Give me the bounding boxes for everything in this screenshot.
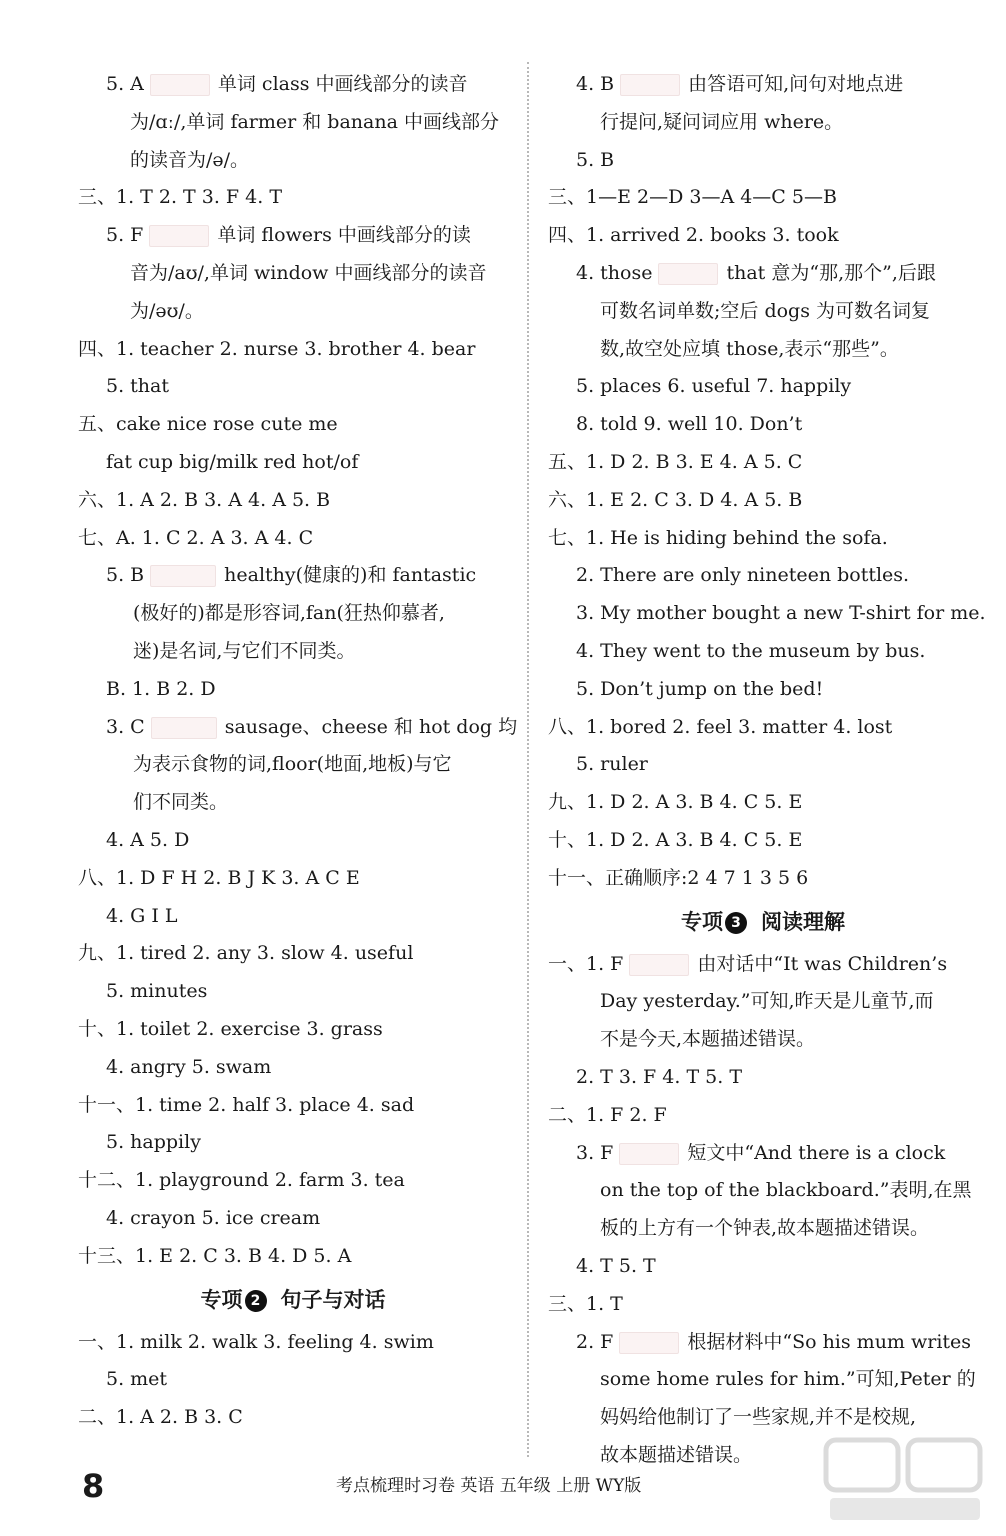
answer-line: 5. F 单词 flowers 中画线部分的读 [106, 224, 471, 247]
answer-line: 六、1. E 2. C 3. D 4. A 5. B [548, 488, 803, 511]
answer-line: 十二、1. playground 2. farm 3. tea [78, 1169, 405, 1192]
answer-line: (极好的)都是形容词,fan(狂热仰慕者, [133, 602, 445, 625]
answer-line: 3. My mother bought a new T-shirt for me. [576, 602, 986, 625]
answer-line: 4. G I L [106, 904, 178, 927]
answer-line: 八、1. bored 2. feel 3. matter 4. lost [548, 715, 893, 738]
answer-line: 4. A 5. D [106, 828, 190, 851]
answer-line: 九、1. D 2. A 3. B 4. C 5. E [548, 791, 803, 814]
answer-line: 五、cake nice rose cute me [78, 413, 338, 436]
answer-line: 十、1. D 2. A 3. B 4. C 5. E [548, 828, 803, 851]
answer-line: 5. B [576, 148, 615, 171]
answer-line: 4. crayon 5. ice cream [106, 1206, 321, 1229]
answer-line: 的读音为/ə/。 [130, 148, 250, 171]
answer-line: 三、1—E 2—D 3—A 4—C 5—B [548, 186, 837, 209]
section-heading: 专项 3 阅读理解 [681, 909, 845, 934]
answer-line: 十三、1. E 2. C 3. B 4. D 5. A [78, 1244, 352, 1267]
answer-line: 2. T 3. F 4. T 5. T [576, 1065, 742, 1088]
answer-line: 六、1. A 2. B 3. A 4. A 5. B [78, 488, 331, 511]
answer-line: 七、A. 1. C 2. A 3. A 4. C [78, 526, 314, 549]
answer-line: 板的上方有一个钟表,故本题描述错误。 [600, 1217, 930, 1240]
answer-line: 妈妈给他制订了一些家规,并不是校规, [600, 1406, 917, 1429]
answer-line: 2. There are only nineteen bottles. [576, 564, 910, 587]
left-column [78, 66, 518, 1437]
analysis-tag-icon [149, 225, 209, 247]
answer-line: 8. told 9. well 10. Don’t [576, 413, 803, 436]
answer-line: 5. that [106, 375, 170, 398]
footer-book-title: 考点梳理时习卷 英语 五年级 上册 WY版 [336, 1476, 642, 1496]
answer-line: 2. F 根据材料中“So his mum writes [576, 1330, 972, 1353]
answer-line: 二、1. A 2. B 3. C [78, 1406, 243, 1429]
column-divider [527, 62, 529, 1457]
analysis-tag-icon [629, 954, 689, 976]
answer-line: 三、1. T 2. T 3. F 4. T [78, 186, 282, 209]
answer-line: 迷)是名词,与它们不同类。 [133, 639, 356, 662]
answer-line: 4. those that 意为“那,那个”,后跟 [576, 261, 936, 284]
answer-line: 4. B 由答语可知,问句对地点进 [576, 73, 904, 95]
answer-line: B. 1. B 2. D [106, 677, 216, 700]
answer-line: 九、1. tired 2. any 3. slow 4. useful [78, 942, 414, 965]
answer-line: 5. ruler [576, 753, 648, 776]
answer-line: some home rules for him.”可知,Peter 的 [600, 1368, 976, 1391]
answer-line: on the top of the blackboard.”表明,在黑 [600, 1179, 972, 1202]
answer-line: 4. They went to the museum by bus. [576, 639, 926, 662]
analysis-tag-icon [619, 1143, 679, 1165]
answer-line: 为/ɑː/,单词 farmer 和 banana 中画线部分 [130, 110, 499, 133]
answer-line: fat cup big/milk red hot/of [106, 450, 359, 473]
analysis-tag-icon [150, 74, 210, 96]
answer-line: 4. angry 5. swam [106, 1055, 272, 1078]
answer-line: 为/əʊ/。 [130, 299, 204, 322]
answer-line: 可数名词单数;空后 dogs 为可数名词复 [600, 299, 930, 322]
answer-line: 5. A 单词 class 中画线部分的读音 [106, 73, 468, 95]
answer-line: 5. minutes [106, 980, 208, 1003]
answer-line: 故本题描述错误。 [600, 1443, 753, 1466]
answer-line: 三、1. T [548, 1292, 623, 1315]
answer-line: 一、1. milk 2. walk 3. feeling 4. swim [78, 1330, 434, 1353]
answer-line: 十一、正确顺序:2 4 7 1 3 5 6 [548, 866, 809, 889]
analysis-tag-icon [619, 1332, 679, 1354]
answer-line: 4. T 5. T [576, 1254, 656, 1277]
answer-line: 十一、1. time 2. half 3. place 4. sad [78, 1093, 415, 1116]
page-number: 8 [82, 1467, 105, 1505]
watermark-logo-icon [820, 1432, 990, 1528]
answer-line: 不是今天,本题描述错误。 [600, 1028, 816, 1051]
answer-line: 5. places 6. useful 7. happily [576, 375, 852, 398]
answer-line: 3. C sausage、cheese 和 hot dog 均 [106, 715, 518, 738]
answer-line: 二、1. F 2. F [548, 1103, 667, 1126]
answer-line: 四、1. arrived 2. books 3. took [548, 224, 839, 247]
answer-line: 五、1. D 2. B 3. E 4. A 5. C [548, 450, 803, 473]
answer-line: 行提问,疑问词应用 where。 [600, 110, 844, 133]
analysis-tag-icon [151, 717, 217, 739]
answer-line: 四、1. teacher 2. nurse 3. brother 4. bear [78, 337, 476, 360]
answer-line: 5. happily [106, 1131, 201, 1154]
answer-line: 七、1. He is hiding behind the sofa. [548, 526, 888, 549]
answer-line: 一、1. F 由对话中“It was Children’s [548, 952, 948, 975]
answer-line: 八、1. D F H 2. B J K 3. A C E [78, 866, 360, 889]
answer-line: Day yesterday.”可知,昨天是儿童节,而 [600, 990, 934, 1013]
answer-line: 5. Don’t jump on the bed! [576, 677, 824, 700]
section-heading: 专项 2 句子与对话 [200, 1287, 386, 1312]
answer-line: 为表示食物的词,floor(地面,地板)与它 [133, 753, 452, 776]
answer-line: 音为/aʊ/,单词 window 中画线部分的读音 [130, 261, 487, 284]
answer-line: 5. met [106, 1368, 168, 1391]
right-column [548, 66, 986, 1475]
answer-line: 数,故空处应填 those,表示“那些”。 [600, 337, 899, 360]
section-number-badge: 2 [245, 1290, 267, 1312]
answer-line: 们不同类。 [133, 791, 229, 814]
analysis-tag-icon [620, 74, 680, 96]
answer-line: 3. F 短文中“And there is a clock [576, 1141, 946, 1164]
analysis-tag-icon [150, 565, 216, 587]
section-number-badge: 3 [725, 912, 747, 934]
answer-line: 十、1. toilet 2. exercise 3. grass [78, 1017, 383, 1040]
answer-line: 5. B healthy(健康的)和 fantastic [106, 564, 477, 587]
analysis-tag-icon [658, 263, 718, 285]
